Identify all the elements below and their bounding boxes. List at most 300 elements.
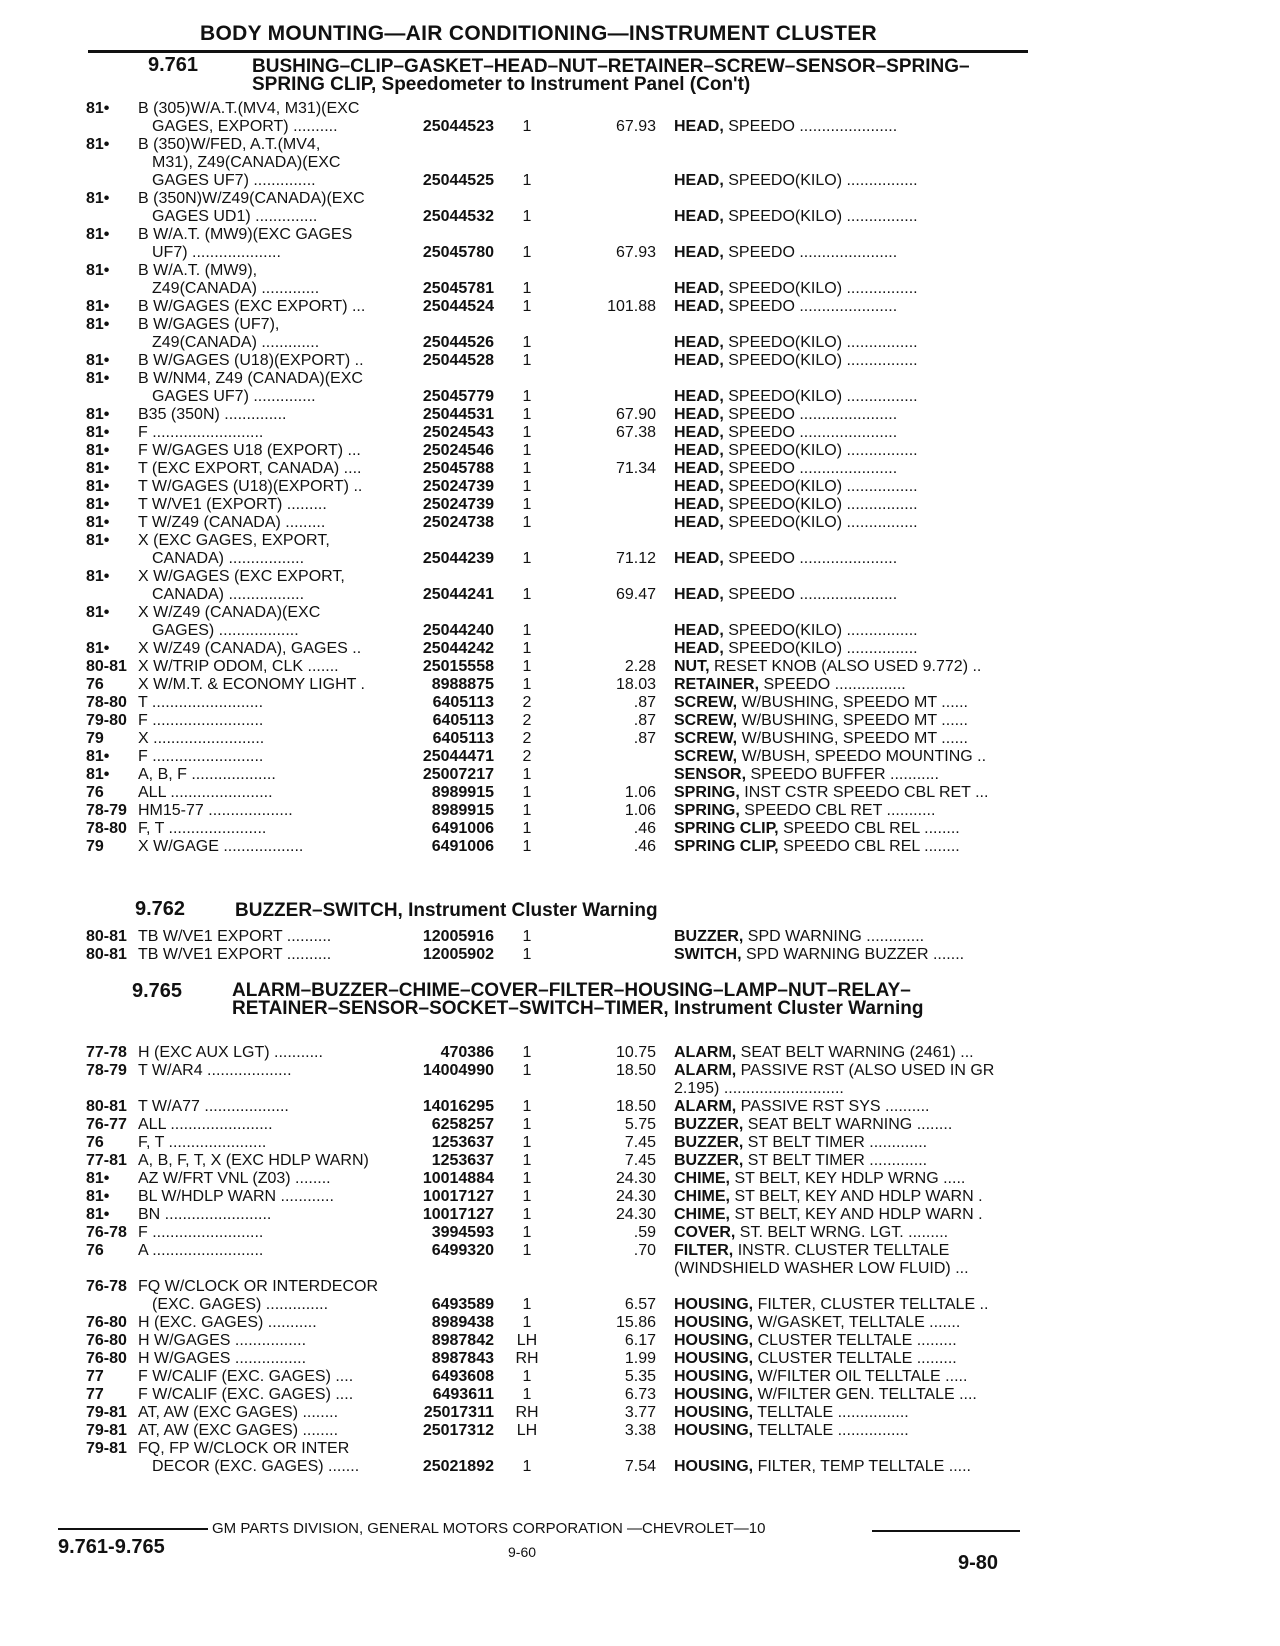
quantity: 1 bbox=[522, 1458, 532, 1475]
section-subtitle: Instrument Cluster Warning bbox=[673, 998, 924, 1019]
part-description: HEAD, SPEEDO(KILO) ................ bbox=[674, 334, 918, 351]
part-name: ALARM, bbox=[674, 1044, 737, 1061]
part-description: HEAD, SPEEDO(KILO) ................ bbox=[674, 640, 918, 657]
part-number: 14004990 bbox=[422, 1062, 494, 1079]
parts-row bbox=[80, 496, 1030, 514]
model-usage: FQ W/CLOCK OR INTERDECOR bbox=[138, 1278, 379, 1295]
part-number: 8988875 bbox=[431, 676, 494, 693]
part-name: HEAD, bbox=[674, 550, 724, 567]
part-number: 6493589 bbox=[431, 1296, 494, 1313]
model-year: 78-79 bbox=[86, 1062, 127, 1079]
price: 6.57 bbox=[624, 1296, 656, 1313]
model-year: 76 bbox=[86, 1242, 104, 1259]
price: 18.50 bbox=[615, 1062, 656, 1079]
part-number: 8987843 bbox=[431, 1350, 494, 1367]
parts-row bbox=[80, 622, 1030, 640]
part-number: 6405113 bbox=[432, 694, 494, 711]
price: .87 bbox=[633, 712, 656, 729]
parts-row bbox=[80, 1206, 1030, 1224]
part-name: HEAD, bbox=[674, 640, 724, 657]
model-year: 76-78 bbox=[86, 1278, 127, 1295]
part-description: HOUSING, TELLTALE ................ bbox=[674, 1404, 909, 1421]
part-number: 25044531 bbox=[422, 406, 494, 423]
part-name: HEAD, bbox=[674, 514, 724, 531]
quantity: 1 bbox=[522, 1206, 532, 1223]
model-usage: GAGES UF7) .............. bbox=[152, 388, 316, 405]
model-usage: GAGES, EXPORT) .......... bbox=[152, 118, 338, 135]
model-year: 81• bbox=[86, 352, 110, 369]
parts-row bbox=[80, 478, 1030, 496]
part-description: HOUSING, FILTER, TEMP TELLTALE ..... bbox=[674, 1458, 971, 1475]
footer-rule-left bbox=[58, 1528, 208, 1530]
part-number: 6493611 bbox=[432, 1386, 494, 1403]
model-usage: AT, AW (EXC GAGES) ........ bbox=[138, 1404, 339, 1421]
quantity: 1 bbox=[522, 460, 532, 477]
model-usage: AT, AW (EXC GAGES) ........ bbox=[138, 1422, 339, 1439]
part-description: FILTER, INSTR. CLUSTER TELLTALE bbox=[674, 1242, 950, 1259]
part-name: ALARM, bbox=[674, 1062, 737, 1079]
parts-row bbox=[80, 226, 1030, 244]
part-number: 6491006 bbox=[431, 820, 494, 837]
model-usage: A, B, F, T, X (EXC HDLP WARN) bbox=[138, 1152, 369, 1169]
part-description: SPRING CLIP, SPEEDO CBL REL ........ bbox=[674, 838, 960, 855]
part-name: HEAD, bbox=[674, 118, 724, 135]
section-title bbox=[232, 982, 952, 1018]
quantity: 1 bbox=[522, 496, 532, 513]
part-name: HEAD, bbox=[674, 496, 724, 513]
quantity: 2 bbox=[522, 712, 532, 729]
model-usage: A, B, F ................... bbox=[138, 766, 276, 783]
price: 6.73 bbox=[624, 1386, 656, 1403]
part-number: 25015558 bbox=[422, 658, 494, 675]
part-number: 10014884 bbox=[422, 1170, 494, 1187]
model-usage: TB W/VE1 EXPORT .......... bbox=[138, 946, 332, 963]
part-description: HEAD, SPEEDO ...................... bbox=[674, 244, 898, 261]
parts-row bbox=[80, 1224, 1030, 1242]
quantity: 1 bbox=[522, 1224, 532, 1241]
part-name: HOUSING, bbox=[674, 1404, 754, 1421]
quantity: 1 bbox=[522, 1188, 532, 1205]
parts-row bbox=[80, 262, 1030, 280]
part-name: HEAD, bbox=[674, 352, 724, 369]
price: 3.77 bbox=[624, 1404, 656, 1421]
part-number: 470386 bbox=[440, 1044, 494, 1061]
part-name: FILTER, bbox=[674, 1242, 734, 1259]
part-description: ALARM, PASSIVE RST (ALSO USED IN GR bbox=[674, 1062, 995, 1079]
quantity: 1 bbox=[522, 388, 532, 405]
part-name: HEAD, bbox=[674, 586, 724, 603]
quantity: 1 bbox=[522, 622, 532, 639]
section-subtitle: Instrument Cluster Warning bbox=[408, 900, 658, 921]
part-number: 25024543 bbox=[422, 424, 494, 441]
model-usage: T W/A77 ................... bbox=[138, 1098, 289, 1115]
model-year: 81• bbox=[86, 262, 110, 279]
parts-row bbox=[80, 1116, 1030, 1134]
model-year: 81• bbox=[86, 406, 110, 423]
model-usage: H (EXC. GAGES) ........... bbox=[138, 1314, 317, 1331]
model-usage: B35 (350N) .............. bbox=[138, 406, 287, 423]
parts-row bbox=[80, 1404, 1030, 1422]
part-description: HOUSING, W/GASKET, TELLTALE ....... bbox=[674, 1314, 961, 1331]
part-description: HEAD, SPEEDO(KILO) ................ bbox=[674, 280, 918, 297]
part-number: 25044524 bbox=[422, 298, 494, 315]
model-usage: DECOR (EXC. GAGES) ....... bbox=[152, 1458, 360, 1475]
part-number: 25044526 bbox=[422, 334, 494, 351]
price: 71.34 bbox=[615, 460, 656, 477]
model-usage: B W/GAGES (UF7), bbox=[138, 316, 280, 333]
model-usage: F W/CALIF (EXC. GAGES) .... bbox=[138, 1368, 354, 1385]
quantity: 1 bbox=[522, 1170, 532, 1187]
part-description: BUZZER, SPD WARNING ............. bbox=[674, 928, 925, 945]
price: .87 bbox=[633, 694, 656, 711]
part-description: CHIME, ST BELT, KEY AND HDLP WARN . bbox=[674, 1206, 983, 1223]
model-year: 76 bbox=[86, 676, 104, 693]
parts-row bbox=[80, 694, 1030, 712]
part-name: CHIME, bbox=[674, 1206, 730, 1223]
model-year: 78-79 bbox=[86, 802, 127, 819]
model-usage: F, T ...................... bbox=[138, 820, 267, 837]
page-title: BODY MOUNTING—AIR CONDITIONING—INSTRUMENT CLUSTER bbox=[200, 22, 877, 45]
part-number: 25045779 bbox=[422, 388, 494, 405]
parts-row bbox=[80, 748, 1030, 766]
section-subtitle: Speedometer to Instrument Panel (Con't) bbox=[381, 74, 751, 95]
model-year: 80-81 bbox=[86, 928, 127, 945]
part-number: 8989915 bbox=[431, 802, 494, 819]
quantity: 1 bbox=[522, 334, 532, 351]
price: 5.35 bbox=[624, 1368, 656, 1385]
part-name: SWITCH, bbox=[674, 946, 742, 963]
parts-row bbox=[80, 766, 1030, 784]
model-year: 81• bbox=[86, 190, 110, 207]
model-usage: CANADA) ................. bbox=[152, 586, 305, 603]
model-year: 80-81 bbox=[86, 1098, 127, 1115]
part-description: SPRING, SPEEDO CBL RET ........... bbox=[674, 802, 936, 819]
part-description: HEAD, SPEEDO(KILO) ................ bbox=[674, 388, 918, 405]
model-year: 79 bbox=[86, 730, 104, 747]
model-year: 81• bbox=[86, 604, 110, 621]
part-name: HEAD, bbox=[674, 406, 724, 423]
parts-row bbox=[80, 550, 1030, 568]
part-name: SPRING CLIP, bbox=[674, 838, 779, 855]
model-year: 81• bbox=[86, 298, 110, 315]
parts-row bbox=[80, 118, 1030, 136]
part-number: 25044242 bbox=[422, 640, 494, 657]
model-usage: Z49(CANADA) ............. bbox=[152, 334, 320, 351]
parts-row bbox=[80, 316, 1030, 334]
part-description: HEAD, SPEEDO(KILO) ................ bbox=[674, 442, 918, 459]
parts-row bbox=[80, 1062, 1030, 1080]
quantity: 1 bbox=[522, 1386, 532, 1403]
part-number: 25021892 bbox=[422, 1458, 494, 1475]
quantity: 1 bbox=[522, 550, 532, 567]
part-description: SCREW, W/BUSH, SPEEDO MOUNTING .. bbox=[674, 748, 987, 765]
part-description: BUZZER, ST BELT TIMER ............. bbox=[674, 1152, 928, 1169]
part-number: 25007217 bbox=[422, 766, 494, 783]
part-description: NUT, RESET KNOB (ALSO USED 9.772) .. bbox=[674, 658, 982, 675]
model-usage: H W/GAGES ................ bbox=[138, 1332, 307, 1349]
part-name: HOUSING, bbox=[674, 1332, 754, 1349]
quantity: 1 bbox=[522, 208, 532, 225]
model-year: 79-81 bbox=[86, 1422, 127, 1439]
model-year: 79-81 bbox=[86, 1440, 127, 1457]
price: .87 bbox=[633, 730, 656, 747]
parts-row bbox=[80, 1098, 1030, 1116]
quantity: 1 bbox=[522, 766, 532, 783]
part-description: HOUSING, W/FILTER GEN. TELLTALE .... bbox=[674, 1386, 977, 1403]
part-name: HEAD, bbox=[674, 244, 724, 261]
part-description: HOUSING, TELLTALE ................ bbox=[674, 1422, 909, 1439]
price: .46 bbox=[633, 820, 656, 837]
part-number: 10017127 bbox=[422, 1206, 494, 1223]
part-description: HEAD, SPEEDO ...................... bbox=[674, 460, 898, 477]
model-year: 77 bbox=[86, 1386, 104, 1403]
model-year: 81• bbox=[86, 460, 110, 477]
model-usage: BN ........................ bbox=[138, 1206, 272, 1223]
model-usage: ALL ....................... bbox=[138, 784, 273, 801]
quantity: 1 bbox=[522, 406, 532, 423]
part-number: 25045780 bbox=[422, 244, 494, 261]
part-description: RETAINER, SPEEDO ................ bbox=[674, 676, 906, 693]
part-number: 8989915 bbox=[431, 784, 494, 801]
parts-row bbox=[80, 838, 1030, 856]
price: 18.50 bbox=[615, 1098, 656, 1115]
model-usage: X (EXC GAGES, EXPORT, bbox=[138, 532, 330, 549]
parts-row bbox=[80, 1080, 1030, 1098]
parts-row bbox=[80, 1296, 1030, 1314]
parts-row bbox=[80, 334, 1030, 352]
parts-row bbox=[80, 1422, 1030, 1440]
parts-row bbox=[80, 406, 1030, 424]
part-number: 25044239 bbox=[422, 550, 494, 567]
model-year: 81• bbox=[86, 424, 110, 441]
quantity: 1 bbox=[522, 820, 532, 837]
model-year: 80-81 bbox=[86, 658, 127, 675]
part-description: HEAD, SPEEDO(KILO) ................ bbox=[674, 172, 918, 189]
model-usage: (EXC. GAGES) .............. bbox=[152, 1296, 329, 1313]
model-usage: AZ W/FRT VNL (Z03) ........ bbox=[138, 1170, 331, 1187]
part-description: HEAD, SPEEDO ...................... bbox=[674, 424, 898, 441]
parts-row bbox=[80, 154, 1030, 172]
part-number: 1253637 bbox=[431, 1134, 494, 1151]
price: 18.03 bbox=[615, 676, 656, 693]
model-usage: F ......................... bbox=[138, 1224, 264, 1241]
parts-row bbox=[80, 946, 1030, 964]
part-number: 12005916 bbox=[422, 928, 494, 945]
part-description: HEAD, SPEEDO ...................... bbox=[674, 298, 898, 315]
section-rows bbox=[80, 928, 1030, 964]
part-number: 6493608 bbox=[431, 1368, 494, 1385]
part-description: 2.195) ........................... bbox=[674, 1080, 844, 1097]
parts-row bbox=[80, 208, 1030, 226]
part-name: HOUSING, bbox=[674, 1386, 754, 1403]
quantity: RH bbox=[515, 1350, 539, 1367]
parts-row bbox=[80, 1368, 1030, 1386]
parts-row bbox=[80, 1350, 1030, 1368]
model-year: 76-80 bbox=[86, 1332, 127, 1349]
quantity: 1 bbox=[522, 244, 532, 261]
model-usage: TB W/VE1 EXPORT .......... bbox=[138, 928, 332, 945]
section-rows bbox=[80, 1044, 1030, 1476]
parts-row bbox=[80, 568, 1030, 586]
price: 24.30 bbox=[615, 1188, 656, 1205]
section-number: 9.761 bbox=[148, 54, 199, 76]
parts-row bbox=[80, 352, 1030, 370]
price: 69.47 bbox=[615, 586, 656, 603]
model-usage: B W/A.T. (MW9)(EXC GAGES bbox=[138, 226, 353, 243]
price: 7.45 bbox=[624, 1134, 656, 1151]
quantity: 1 bbox=[522, 424, 532, 441]
parts-row bbox=[80, 784, 1030, 802]
model-year: 79 bbox=[86, 838, 104, 855]
price: 67.93 bbox=[615, 244, 656, 261]
model-usage: T W/GAGES (U18)(EXPORT) .. bbox=[138, 478, 363, 495]
quantity: 1 bbox=[522, 784, 532, 801]
section-number: 9.765 bbox=[132, 980, 183, 1002]
part-name: BUZZER, bbox=[674, 928, 744, 945]
part-name: HOUSING, bbox=[674, 1314, 754, 1331]
part-number: 8987842 bbox=[431, 1332, 494, 1349]
parts-row bbox=[80, 640, 1030, 658]
part-name: HEAD, bbox=[674, 622, 724, 639]
part-description: HOUSING, CLUSTER TELLTALE ......... bbox=[674, 1350, 957, 1367]
part-number: 12005902 bbox=[422, 946, 494, 963]
quantity: 1 bbox=[522, 298, 532, 315]
model-year: 76-77 bbox=[86, 1116, 127, 1133]
part-number: 25017311 bbox=[423, 1404, 494, 1421]
quantity: 1 bbox=[522, 514, 532, 531]
model-year: 79-81 bbox=[86, 1404, 127, 1421]
part-description: SPRING CLIP, SPEEDO CBL REL ........ bbox=[674, 820, 960, 837]
part-description: ALARM, PASSIVE RST SYS .......... bbox=[674, 1098, 930, 1115]
quantity: 1 bbox=[522, 946, 532, 963]
part-description: HEAD, SPEEDO(KILO) ................ bbox=[674, 622, 918, 639]
part-number: 25044241 bbox=[422, 586, 494, 603]
model-usage: B W/GAGES (U18)(EXPORT) .. bbox=[138, 352, 364, 369]
quantity: 1 bbox=[522, 928, 532, 945]
part-name: HOUSING, bbox=[674, 1296, 754, 1313]
model-usage: ALL ....................... bbox=[138, 1116, 273, 1133]
model-year: 79-80 bbox=[86, 712, 127, 729]
part-name: COVER, bbox=[674, 1224, 736, 1241]
part-name: BUZZER, bbox=[674, 1134, 744, 1151]
model-usage: H (EXC AUX LGT) ........... bbox=[138, 1044, 323, 1061]
price: 67.90 bbox=[615, 406, 656, 423]
quantity: 1 bbox=[522, 1116, 532, 1133]
part-name: HEAD, bbox=[674, 172, 724, 189]
price: 24.30 bbox=[615, 1170, 656, 1187]
part-name: HEAD, bbox=[674, 478, 724, 495]
quantity: 1 bbox=[522, 676, 532, 693]
part-number: 6491006 bbox=[431, 838, 494, 855]
part-description: SPRING, INST CSTR SPEEDO CBL RET ... bbox=[674, 784, 989, 801]
quantity: 1 bbox=[522, 586, 532, 603]
part-description: HEAD, SPEEDO ...................... bbox=[674, 550, 898, 567]
quantity: 1 bbox=[522, 1134, 532, 1151]
model-year: 81• bbox=[86, 1188, 110, 1205]
price: 1.99 bbox=[624, 1350, 656, 1367]
model-usage: F W/GAGES U18 (EXPORT) ... bbox=[138, 442, 361, 459]
part-number: 25044528 bbox=[422, 352, 494, 369]
parts-row bbox=[80, 370, 1030, 388]
model-year: 81• bbox=[86, 496, 110, 513]
model-usage: A ......................... bbox=[138, 1242, 264, 1259]
model-usage: T W/Z49 (CANADA) ......... bbox=[138, 514, 326, 531]
model-usage: F ......................... bbox=[138, 748, 264, 765]
model-usage: HM15-77 ................... bbox=[138, 802, 293, 819]
model-usage: T W/AR4 ................... bbox=[138, 1062, 292, 1079]
price: 67.93 bbox=[615, 118, 656, 135]
model-usage: T (EXC EXPORT, CANADA) .... bbox=[138, 460, 362, 477]
part-name: HEAD, bbox=[674, 424, 724, 441]
part-number: 8989438 bbox=[431, 1314, 494, 1331]
parts-row bbox=[80, 298, 1030, 316]
part-name: RETAINER, bbox=[674, 676, 760, 693]
model-year: 81• bbox=[86, 442, 110, 459]
parts-row bbox=[80, 1134, 1030, 1152]
part-description: (WINDSHIELD WASHER LOW FLUID) ... bbox=[674, 1260, 969, 1277]
part-description: BUZZER, SEAT BELT WARNING ........ bbox=[674, 1116, 953, 1133]
model-usage: X W/Z49 (CANADA)(EXC bbox=[138, 604, 321, 621]
quantity: 1 bbox=[522, 658, 532, 675]
part-number: 25024739 bbox=[422, 478, 494, 495]
price: 5.75 bbox=[624, 1116, 656, 1133]
part-description: CHIME, ST BELT, KEY HDLP WRNG ..... bbox=[674, 1170, 966, 1187]
part-name: BUZZER, bbox=[674, 1152, 744, 1169]
part-number: 25045781 bbox=[422, 280, 494, 297]
footer-right-page: 9-80 bbox=[958, 1552, 999, 1574]
parts-row bbox=[80, 442, 1030, 460]
part-name: HEAD, bbox=[674, 280, 724, 297]
model-usage: F, T ...................... bbox=[138, 1134, 267, 1151]
part-number: 3994593 bbox=[431, 1224, 494, 1241]
part-name: CHIME, bbox=[674, 1188, 730, 1205]
quantity: 1 bbox=[522, 1044, 532, 1061]
quantity: 1 bbox=[522, 1368, 532, 1385]
part-name: HEAD, bbox=[674, 442, 724, 459]
section-number: 9.762 bbox=[135, 898, 186, 920]
part-name: HEAD, bbox=[674, 208, 724, 225]
model-usage: X W/M.T. & ECONOMY LIGHT . bbox=[138, 676, 365, 693]
quantity: LH bbox=[516, 1422, 538, 1439]
section-title-main: BUZZER–SWITCH, bbox=[235, 900, 403, 921]
part-name: ALARM, bbox=[674, 1098, 737, 1115]
model-usage: FQ, FP W/CLOCK OR INTER bbox=[138, 1440, 350, 1457]
parts-row bbox=[80, 1332, 1030, 1350]
part-description: HEAD, SPEEDO ...................... bbox=[674, 586, 898, 603]
part-description: HEAD, SPEEDO ...................... bbox=[674, 118, 898, 135]
model-usage: GAGES UD1) .............. bbox=[152, 208, 318, 225]
quantity: 1 bbox=[522, 1098, 532, 1115]
price: 10.75 bbox=[615, 1044, 656, 1061]
part-description: HEAD, SPEEDO(KILO) ................ bbox=[674, 352, 918, 369]
model-usage: F ......................... bbox=[138, 424, 264, 441]
quantity: 1 bbox=[522, 172, 532, 189]
quantity: 2 bbox=[522, 748, 532, 765]
part-number: 25024738 bbox=[422, 514, 494, 531]
model-year: 81• bbox=[86, 568, 110, 585]
footer-center: GM PARTS DIVISION, GENERAL MOTORS CORPORATION —CHEVROLET—10 bbox=[212, 1520, 766, 1537]
parts-row bbox=[80, 1278, 1030, 1296]
part-number: 25024739 bbox=[422, 496, 494, 513]
part-name: SPRING CLIP, bbox=[674, 820, 779, 837]
parts-row bbox=[80, 100, 1030, 118]
part-number: 6405113 bbox=[432, 730, 494, 747]
model-year: 77 bbox=[86, 1368, 104, 1385]
parts-row bbox=[80, 1314, 1030, 1332]
price: 24.30 bbox=[615, 1206, 656, 1223]
part-name: SCREW, bbox=[674, 748, 738, 765]
price: 71.12 bbox=[615, 550, 656, 567]
